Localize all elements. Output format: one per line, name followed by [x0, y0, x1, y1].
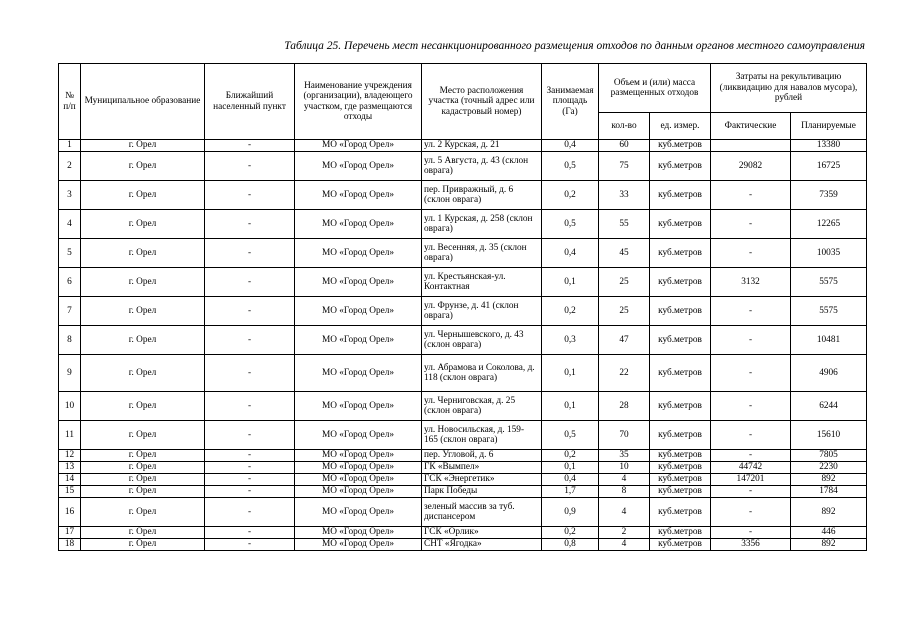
- cell-area: 0,1: [542, 355, 599, 392]
- cell-unit: куб.метров: [650, 450, 711, 462]
- cell-area: 0,2: [542, 527, 599, 539]
- cell-owner: МО «Город Орел»: [295, 239, 422, 268]
- header-unit: ед. измер.: [650, 113, 711, 140]
- cell-planned: 7805: [791, 450, 867, 462]
- cell-municipality: г. Орел: [81, 462, 205, 474]
- cell-owner: МО «Город Орел»: [295, 210, 422, 239]
- cell-qty: 75: [599, 152, 650, 181]
- cell-unit: куб.метров: [650, 297, 711, 326]
- cell-municipality: г. Орел: [81, 326, 205, 355]
- cell-num: 6: [59, 268, 81, 297]
- cell-area: 0,2: [542, 297, 599, 326]
- cell-settlement: -: [205, 462, 295, 474]
- cell-actual: 29082: [711, 152, 791, 181]
- cell-area: 0,4: [542, 140, 599, 152]
- cell-settlement: -: [205, 140, 295, 152]
- cell-planned: 446: [791, 527, 867, 539]
- cell-municipality: г. Орел: [81, 539, 205, 551]
- table-row: [59, 210, 867, 239]
- cell-unit: куб.метров: [650, 486, 711, 498]
- cell-settlement: -: [205, 239, 295, 268]
- cell-municipality: г. Орел: [81, 239, 205, 268]
- cell-planned: 10035: [791, 239, 867, 268]
- cell-municipality: г. Орел: [81, 450, 205, 462]
- cell-qty: 45: [599, 239, 650, 268]
- cell-unit: куб.метров: [650, 392, 711, 421]
- table-row: [59, 527, 867, 539]
- cell-num: 17: [59, 527, 81, 539]
- header-planned: Планируемые: [791, 113, 867, 140]
- cell-location: ул. Абрамова и Соколова, д. 118 (склон оврага): [422, 355, 542, 392]
- header-owner: Наименование учреждения (организации), владеющего участком, где размещаются отходы: [295, 64, 422, 140]
- cell-planned: 5575: [791, 297, 867, 326]
- table-row: [59, 181, 867, 210]
- cell-actual: -: [711, 450, 791, 462]
- cell-planned: 5575: [791, 268, 867, 297]
- cell-unit: куб.метров: [650, 462, 711, 474]
- cell-owner: МО «Город Орел»: [295, 486, 422, 498]
- cell-num: 1: [59, 140, 81, 152]
- cell-num: 9: [59, 355, 81, 392]
- cell-settlement: -: [205, 297, 295, 326]
- cell-area: 0,8: [542, 539, 599, 551]
- cell-num: 7: [59, 297, 81, 326]
- cell-location: ул. Крестьянская-ул. Контактная: [422, 268, 542, 297]
- table-row: [59, 392, 867, 421]
- cell-settlement: -: [205, 486, 295, 498]
- cell-owner: МО «Город Орел»: [295, 498, 422, 527]
- cell-unit: куб.метров: [650, 239, 711, 268]
- cell-num: 8: [59, 326, 81, 355]
- cell-num: 10: [59, 392, 81, 421]
- cell-municipality: г. Орел: [81, 181, 205, 210]
- cell-location: ул. 5 Августа, д. 43 (склон оврага): [422, 152, 542, 181]
- cell-actual: 3356: [711, 539, 791, 551]
- cell-unit: куб.метров: [650, 355, 711, 392]
- cell-planned: 16725: [791, 152, 867, 181]
- cell-num: 12: [59, 450, 81, 462]
- cell-municipality: г. Орел: [81, 210, 205, 239]
- table-row: [59, 450, 867, 462]
- cell-actual: -: [711, 527, 791, 539]
- cell-actual: -: [711, 210, 791, 239]
- cell-location: ГК «Вымпел»: [422, 462, 542, 474]
- cell-qty: 25: [599, 268, 650, 297]
- cell-qty: 70: [599, 421, 650, 450]
- cell-area: 0,1: [542, 268, 599, 297]
- cell-settlement: -: [205, 421, 295, 450]
- cell-owner: МО «Город Орел»: [295, 462, 422, 474]
- cell-location: ул. 2 Курская, д. 21: [422, 140, 542, 152]
- cell-municipality: г. Орел: [81, 498, 205, 527]
- table-row: [59, 486, 867, 498]
- table-row: [59, 152, 867, 181]
- cell-location: ул. Весенняя, д. 35 (склон оврага): [422, 239, 542, 268]
- table-row: [59, 297, 867, 326]
- cell-unit: куб.метров: [650, 421, 711, 450]
- cell-qty: 47: [599, 326, 650, 355]
- cell-num: 5: [59, 239, 81, 268]
- cell-actual: -: [711, 355, 791, 392]
- cell-actual: 3132: [711, 268, 791, 297]
- table-row: [59, 474, 867, 486]
- cell-qty: 22: [599, 355, 650, 392]
- cell-owner: МО «Город Орел»: [295, 527, 422, 539]
- cell-area: 0,1: [542, 392, 599, 421]
- table-row: [59, 268, 867, 297]
- table-row: [59, 498, 867, 527]
- cell-num: 16: [59, 498, 81, 527]
- cell-location: пер. Угловой, д. 6: [422, 450, 542, 462]
- cell-num: 2: [59, 152, 81, 181]
- cell-owner: МО «Город Орел»: [295, 355, 422, 392]
- cell-actual: 147201: [711, 474, 791, 486]
- cell-municipality: г. Орел: [81, 140, 205, 152]
- cell-location: ул. Чернышевского, д. 43 (склон оврага): [422, 326, 542, 355]
- cell-owner: МО «Город Орел»: [295, 392, 422, 421]
- cell-location: ул. Новосильская, д. 159- 165 (склон оврага): [422, 421, 542, 450]
- cell-location: Парк Победы: [422, 486, 542, 498]
- cell-area: 0,5: [542, 210, 599, 239]
- cell-location: ул. 1 Курская, д. 258 (склон оврага): [422, 210, 542, 239]
- cell-planned: 4906: [791, 355, 867, 392]
- cell-planned: 15610: [791, 421, 867, 450]
- cell-actual: -: [711, 239, 791, 268]
- cell-unit: куб.метров: [650, 210, 711, 239]
- cell-owner: МО «Город Орел»: [295, 539, 422, 551]
- waste-sites-table: [58, 63, 867, 551]
- table-row: [59, 355, 867, 392]
- cell-unit: куб.метров: [650, 181, 711, 210]
- cell-qty: 33: [599, 181, 650, 210]
- cell-unit: куб.метров: [650, 527, 711, 539]
- cell-qty: 25: [599, 297, 650, 326]
- cell-area: 0,4: [542, 239, 599, 268]
- cell-area: 0,2: [542, 450, 599, 462]
- cell-municipality: г. Орел: [81, 421, 205, 450]
- cell-unit: куб.метров: [650, 474, 711, 486]
- cell-actual: [711, 140, 791, 152]
- cell-qty: 28: [599, 392, 650, 421]
- cell-actual: -: [711, 392, 791, 421]
- cell-qty: 4: [599, 474, 650, 486]
- cell-municipality: г. Орел: [81, 152, 205, 181]
- cell-location: ГСК «Энергетик»: [422, 474, 542, 486]
- cell-planned: 10481: [791, 326, 867, 355]
- cell-settlement: -: [205, 355, 295, 392]
- cell-num: 14: [59, 474, 81, 486]
- cell-unit: куб.метров: [650, 268, 711, 297]
- cell-unit: куб.метров: [650, 498, 711, 527]
- header-volume-group: Объем и (или) масса размещенных отходов: [599, 64, 711, 113]
- cell-num: 4: [59, 210, 81, 239]
- table-row: [59, 462, 867, 474]
- cell-actual: 44742: [711, 462, 791, 474]
- cell-qty: 60: [599, 140, 650, 152]
- table-row: [59, 140, 867, 152]
- cell-location: ул. Черниговская, д. 25 (склон оврага): [422, 392, 542, 421]
- header-location: Место расположения участка (точный адрес или кадастровый номер): [422, 64, 542, 140]
- cell-area: 0,5: [542, 152, 599, 181]
- cell-planned: 7359: [791, 181, 867, 210]
- cell-location: зеленый массив за туб. диспансером: [422, 498, 542, 527]
- cell-actual: -: [711, 498, 791, 527]
- cell-actual: -: [711, 421, 791, 450]
- cell-settlement: -: [205, 210, 295, 239]
- cell-area: 0,1: [542, 462, 599, 474]
- cell-planned: 2230: [791, 462, 867, 474]
- cell-planned: 6244: [791, 392, 867, 421]
- cell-planned: 13380: [791, 140, 867, 152]
- cell-location: пер. Привражный, д. 6 (склон оврага): [422, 181, 542, 210]
- cell-municipality: г. Орел: [81, 527, 205, 539]
- cell-planned: 892: [791, 498, 867, 527]
- table-row: [59, 421, 867, 450]
- cell-area: 0,9: [542, 498, 599, 527]
- cell-settlement: -: [205, 268, 295, 297]
- cell-qty: 10: [599, 462, 650, 474]
- cell-area: 1,7: [542, 486, 599, 498]
- cell-settlement: -: [205, 152, 295, 181]
- cell-municipality: г. Орел: [81, 268, 205, 297]
- table-caption: Таблица 25. Перечень мест несанкционированного размещения отходов по данным органов местного самоуправления: [284, 40, 865, 52]
- cell-unit: куб.метров: [650, 326, 711, 355]
- header-costs-group: Затраты на рекультивацию (ликвидацию для навалов мусора), рублей: [711, 64, 867, 113]
- cell-owner: МО «Город Орел»: [295, 181, 422, 210]
- cell-num: 3: [59, 181, 81, 210]
- header-settlement: Ближайший населенный пункт: [205, 64, 295, 140]
- cell-municipality: г. Орел: [81, 392, 205, 421]
- header-area: Занимаемая площадь (Га): [542, 64, 599, 140]
- cell-owner: МО «Город Орел»: [295, 297, 422, 326]
- cell-settlement: -: [205, 474, 295, 486]
- cell-area: 0,4: [542, 474, 599, 486]
- cell-settlement: -: [205, 326, 295, 355]
- header-actual: Фактические: [711, 113, 791, 140]
- cell-num: 18: [59, 539, 81, 551]
- cell-unit: куб.метров: [650, 152, 711, 181]
- table-row: [59, 539, 867, 551]
- cell-settlement: -: [205, 450, 295, 462]
- cell-municipality: г. Орел: [81, 474, 205, 486]
- cell-qty: 55: [599, 210, 650, 239]
- cell-num: 15: [59, 486, 81, 498]
- header-qty: кол-во: [599, 113, 650, 140]
- cell-qty: 4: [599, 539, 650, 551]
- cell-area: 0,3: [542, 326, 599, 355]
- cell-owner: МО «Город Орел»: [295, 152, 422, 181]
- cell-num: 13: [59, 462, 81, 474]
- cell-location: ул. Фрунзе, д. 41 (склон оврага): [422, 297, 542, 326]
- cell-owner: МО «Город Орел»: [295, 140, 422, 152]
- cell-unit: куб.метров: [650, 539, 711, 551]
- cell-actual: -: [711, 486, 791, 498]
- header-num: № п/п: [59, 64, 81, 140]
- cell-settlement: -: [205, 539, 295, 551]
- cell-actual: -: [711, 297, 791, 326]
- cell-settlement: -: [205, 527, 295, 539]
- cell-qty: 2: [599, 527, 650, 539]
- cell-planned: 12265: [791, 210, 867, 239]
- table-body: [59, 140, 867, 551]
- cell-owner: МО «Город Орел»: [295, 421, 422, 450]
- cell-municipality: г. Орел: [81, 297, 205, 326]
- cell-owner: МО «Город Орел»: [295, 450, 422, 462]
- cell-settlement: -: [205, 181, 295, 210]
- cell-owner: МО «Город Орел»: [295, 326, 422, 355]
- cell-settlement: -: [205, 498, 295, 527]
- cell-qty: 35: [599, 450, 650, 462]
- cell-area: 0,2: [542, 181, 599, 210]
- cell-num: 11: [59, 421, 81, 450]
- table-row: [59, 239, 867, 268]
- header-municipality: Муниципальное образование: [81, 64, 205, 140]
- cell-actual: -: [711, 326, 791, 355]
- cell-planned: 892: [791, 539, 867, 551]
- cell-owner: МО «Город Орел»: [295, 474, 422, 486]
- cell-planned: 1784: [791, 486, 867, 498]
- cell-location: ГСК «Орлик»: [422, 527, 542, 539]
- cell-municipality: г. Орел: [81, 486, 205, 498]
- cell-municipality: г. Орел: [81, 355, 205, 392]
- cell-qty: 8: [599, 486, 650, 498]
- cell-area: 0,5: [542, 421, 599, 450]
- cell-actual: -: [711, 181, 791, 210]
- cell-settlement: -: [205, 392, 295, 421]
- table-row: [59, 326, 867, 355]
- cell-location: СНТ «Ягодка»: [422, 539, 542, 551]
- cell-unit: куб.метров: [650, 140, 711, 152]
- cell-planned: 892: [791, 474, 867, 486]
- cell-qty: 4: [599, 498, 650, 527]
- cell-owner: МО «Город Орел»: [295, 268, 422, 297]
